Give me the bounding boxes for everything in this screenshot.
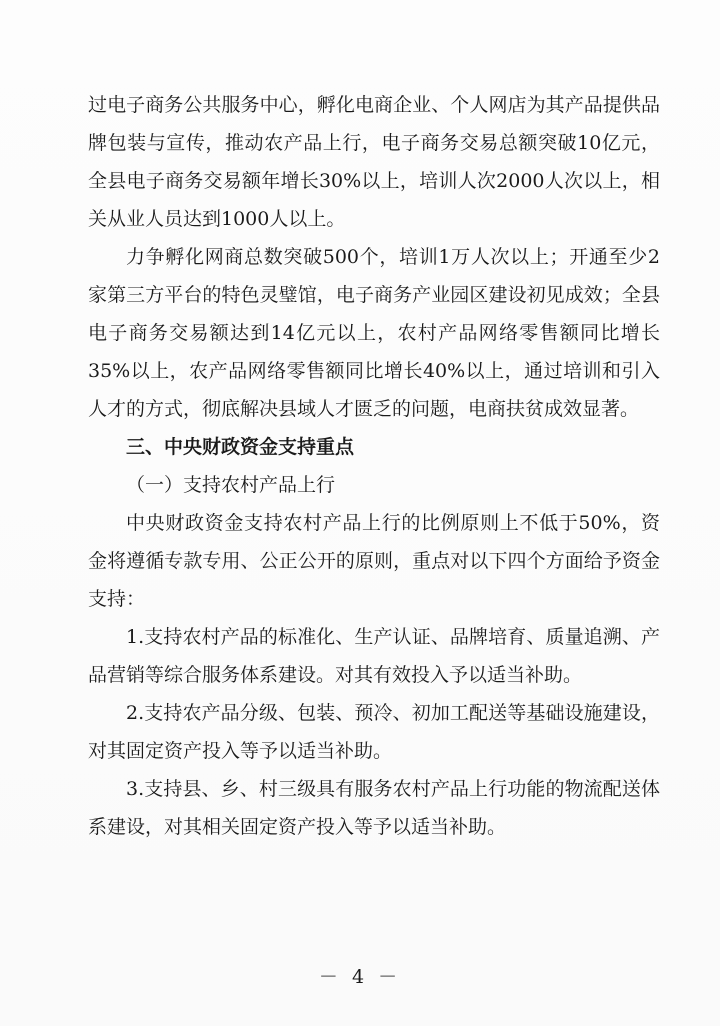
paragraph-item-2: 2.支持农产品分级、包装、预冷、初加工配送等基础设施建设，对其固定资产投入等予以适当补助。 [88, 702, 660, 762]
paragraph-item-3: 3.支持县、乡、村三级具有服务农村产品上行功能的物流配送体系建设，对其相关固定资产投入等予以适当补助。 [88, 778, 660, 838]
subsection-heading: （一）支持农村产品上行 [126, 474, 336, 496]
paragraph-targets: 力争孵化网商总数突破500个，培训1万人次以上；开通至少2家第三方平台的特色灵璧馆，电子商务产业园区建设初见成效；全县电子商务交易额达到14亿元以上，农村产品网络零售额同比增长35%以上，农产品网络零售额同比增长40%以上，通过培训和引入人才的方式，彻底解决县域人才匮乏的问题，电商扶贫成效显著。 [88, 246, 660, 420]
document-body [88, 86, 660, 846]
paragraph-item-1: 1.支持农村产品的标准化、生产认证、品牌培育、质量追溯、产品营销等综合服务体系建设。对其有效投入予以适当补助。 [88, 626, 660, 686]
page-number: － 4 － [318, 966, 402, 988]
paragraph-continued: 过电子商务公共服务中心，孵化电商企业、个人网店为其产品提供品牌包装与宣传，推动农产品上行，电子商务交易总额突破10亿元，全县电子商务交易额年增长30%以上，培训人次2000人次以上，相关从业人员达到1000人以上。 [88, 94, 660, 230]
section-heading: 三、中央财政资金支持重点 [126, 436, 355, 458]
paragraph-funding-principle: 中央财政资金支持农村产品上行的比例原则上不低于50%，资金将遵循专款专用、公正公开的原则，重点对以下四个方面给予资金支持： [88, 512, 660, 610]
